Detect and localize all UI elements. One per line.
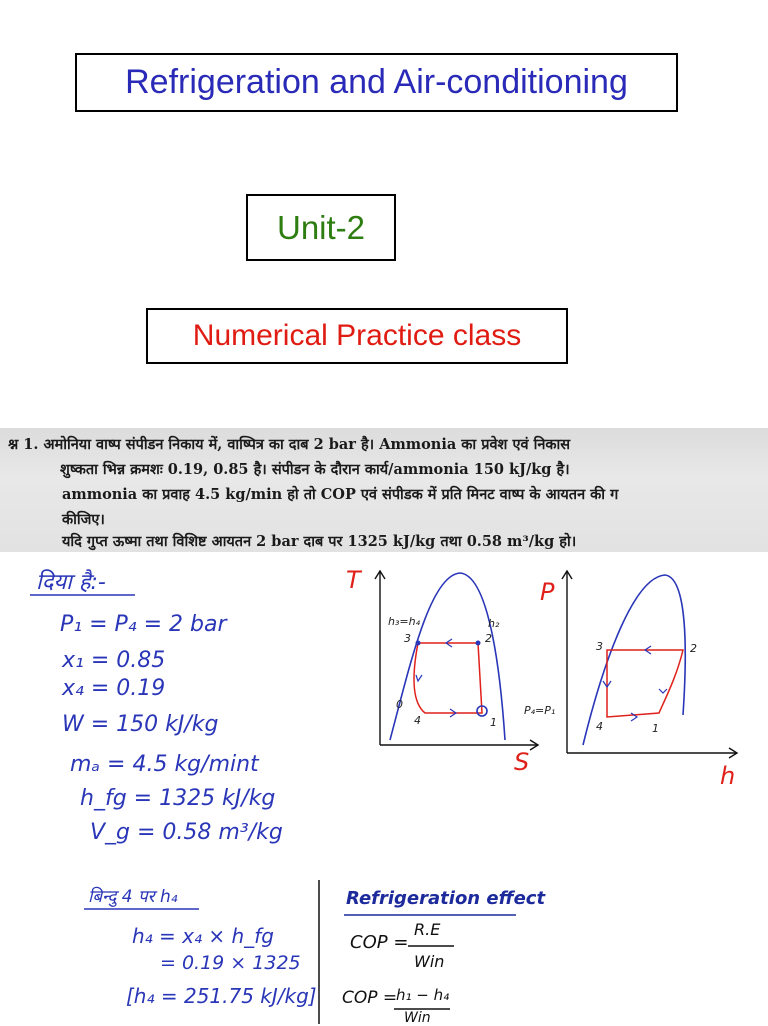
given-item: V_g = 0.58 m³/kg: [90, 820, 283, 845]
given-item: W = 150 kJ/kg: [62, 712, 219, 737]
question-line: शुष्कता भिन्न क्रमशः 0.19, 0.85 है। संपीडन के दौरान कार्य/ammonia 150 kJ/kg है।: [60, 461, 570, 478]
cop-eq1-numerator: R.E: [414, 920, 441, 939]
given-heading: दिया है:-: [36, 570, 106, 595]
given-item: x₁ = 0.85: [62, 648, 166, 673]
column-divider: [316, 880, 322, 1024]
question-strip: [0, 428, 768, 552]
subtitle-box: [146, 308, 568, 364]
page-subtitle: Numerical Practice class: [192, 319, 522, 352]
point4-line: [h₄ = 251.75 kJ/kg]: [126, 984, 317, 1008]
question-line: श्न 1. अमोनिया वाष्प संपीडन निकाय में, वाष्पित्र का दाब 2 bar है। Ammonia का प्रवेश एवं निकास: [8, 436, 571, 453]
question-line: कीजिए।: [62, 511, 105, 528]
ph-diagram: [555, 565, 745, 765]
unit-label: Unit-2: [276, 208, 366, 246]
re-underline: [344, 912, 524, 918]
ph-label: 2: [690, 642, 697, 655]
ph-label: 1: [652, 722, 659, 735]
point4-underline: [84, 906, 204, 912]
ph-label: 4: [596, 720, 603, 733]
cop-eq2-left: COP =: [342, 988, 398, 1008]
ts-label: h₂: [488, 617, 500, 630]
question-line: यदि गुप्त ऊष्मा तथा विशिष्ट आयतन 2 bar दाब पर 1325 kJ/kg तथा 0.58 m³/kg हो।: [62, 533, 577, 550]
ts-label: 0: [396, 698, 403, 711]
page-title: Refrigeration and Air-conditioning: [125, 63, 628, 101]
ts-label: 2: [485, 632, 492, 645]
ts-label: 4: [414, 714, 421, 727]
point4-heading: बिन्दु 4 पर h₄: [88, 887, 178, 907]
given-item: P₁ = P₄ = 2 bar: [60, 612, 227, 637]
cop-eq2-denominator: Win: [404, 1010, 431, 1026]
ts-label: 1: [490, 716, 497, 729]
ts-axis-x: S: [514, 748, 530, 776]
ts-label: 3: [404, 632, 411, 645]
ph-axis-y: P: [540, 578, 555, 606]
ph-label: 3: [596, 640, 603, 653]
point4-line: = 0.19 × 1325: [160, 952, 301, 974]
cop-eq2-numerator: h₁ − h₄: [396, 986, 450, 1004]
refrigeration-effect-heading: Refrigeration effect: [346, 888, 546, 909]
point4-line: h₄ = x₄ × h_fg: [132, 924, 274, 948]
ts-label: h₃=h₄: [388, 615, 420, 628]
cop-eq1-denominator: Win: [414, 952, 445, 971]
title-box: [75, 53, 678, 112]
cop-eq1-bar: [408, 944, 458, 948]
unit-box: [246, 194, 396, 261]
given-underline: [30, 592, 140, 598]
ph-label: P₄=P₁: [524, 704, 556, 717]
given-item: mₐ = 4.5 kg/mint: [70, 752, 259, 777]
given-item: h_fg = 1325 kJ/kg: [80, 786, 276, 811]
ph-axis-x: h: [720, 762, 736, 790]
question-line: ammonia का प्रवाह 4.5 kg/min हो तो COP एवं संपीडक में प्रति मिनट वाष्प के आयतन की ग: [62, 486, 619, 503]
ts-diagram: [370, 565, 550, 760]
cop-eq1-left: COP =: [350, 932, 409, 953]
given-item: x₄ = 0.19: [62, 676, 166, 701]
ts-axis-y: T: [346, 566, 361, 594]
